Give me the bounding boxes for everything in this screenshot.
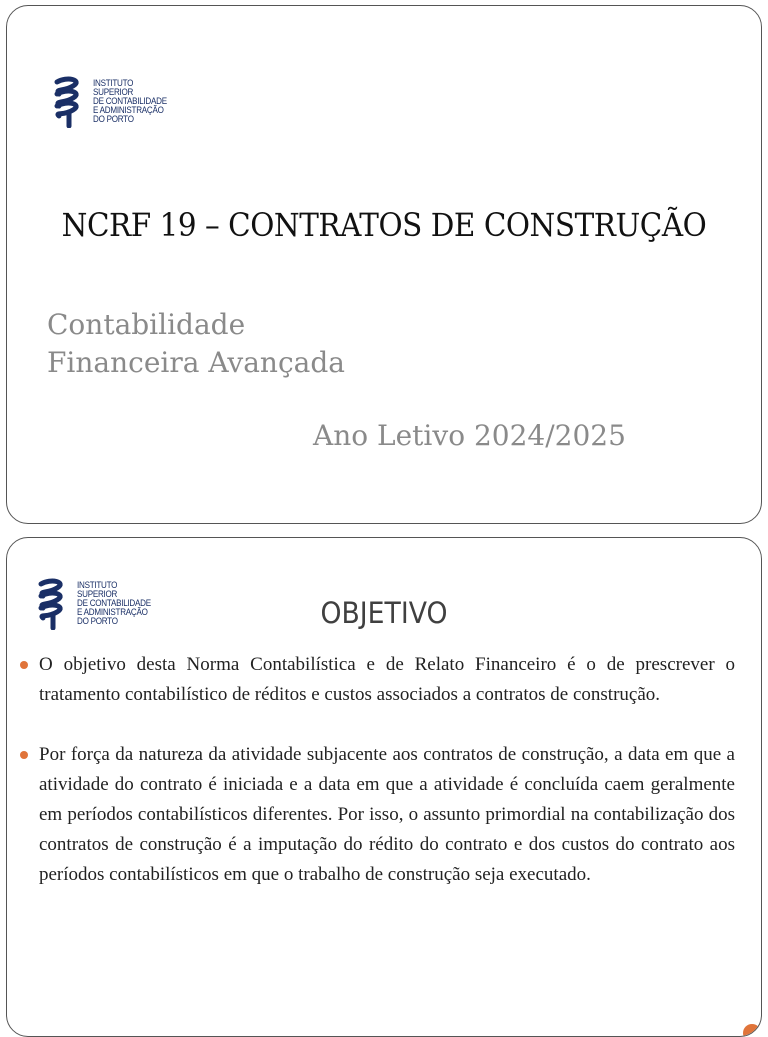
bullet-text: Por força da natureza da atividade subjacente aos contratos de construção, a data em que a atividade do contrato é iniciada e a data em que a atividade é concluída caem geralmente em períodos contabilísticos diferentes. Por isso, o assunto primordial na contabilização dos contratos de construção é a imputação do rédito do contrato e dos custos do contrato aos períodos contabilísticos em que o trabalho de construção seja executado. bbox=[39, 744, 735, 885]
logo-text: INSTITUTO SUPERIOR DE CONTABILIDADE E ADMINISTRAÇÃO DO PORTO bbox=[77, 579, 151, 627]
bullet-dot-icon bbox=[20, 751, 28, 759]
corner-decoration-icon bbox=[743, 1024, 761, 1037]
bullet-list bbox=[19, 650, 735, 920]
iscap-logo bbox=[49, 74, 180, 128]
logo-text: INSTITUTO SUPERIOR DE CONTABILIDADE E ADMINISTRAÇÃO DO PORTO bbox=[93, 77, 167, 125]
bullet-text: O objetivo desta Norma Contabilística e de Relato Financeiro é o de prescrever o tratamento contabilístico de réditos e custos associados a contratos de construção. bbox=[39, 654, 735, 705]
subtitle-line-2: Financeira Avançada bbox=[47, 346, 345, 379]
bullet-item bbox=[19, 650, 735, 710]
bullet-item bbox=[19, 740, 735, 890]
academic-year: Ano Letivo 2024/2025 bbox=[313, 419, 626, 452]
slide-title: NCRF 19 – CONTRATOS DE CONSTRUÇÃO bbox=[61, 206, 707, 244]
iscap-helix-icon bbox=[49, 74, 89, 128]
subtitle-line-1: Contabilidade bbox=[47, 308, 246, 341]
objective-slide bbox=[6, 537, 762, 1037]
title-slide bbox=[6, 5, 762, 524]
slide-subtitle bbox=[47, 306, 345, 382]
slide-heading: OBJETIVO bbox=[320, 596, 448, 630]
bullet-dot-icon bbox=[20, 661, 28, 669]
